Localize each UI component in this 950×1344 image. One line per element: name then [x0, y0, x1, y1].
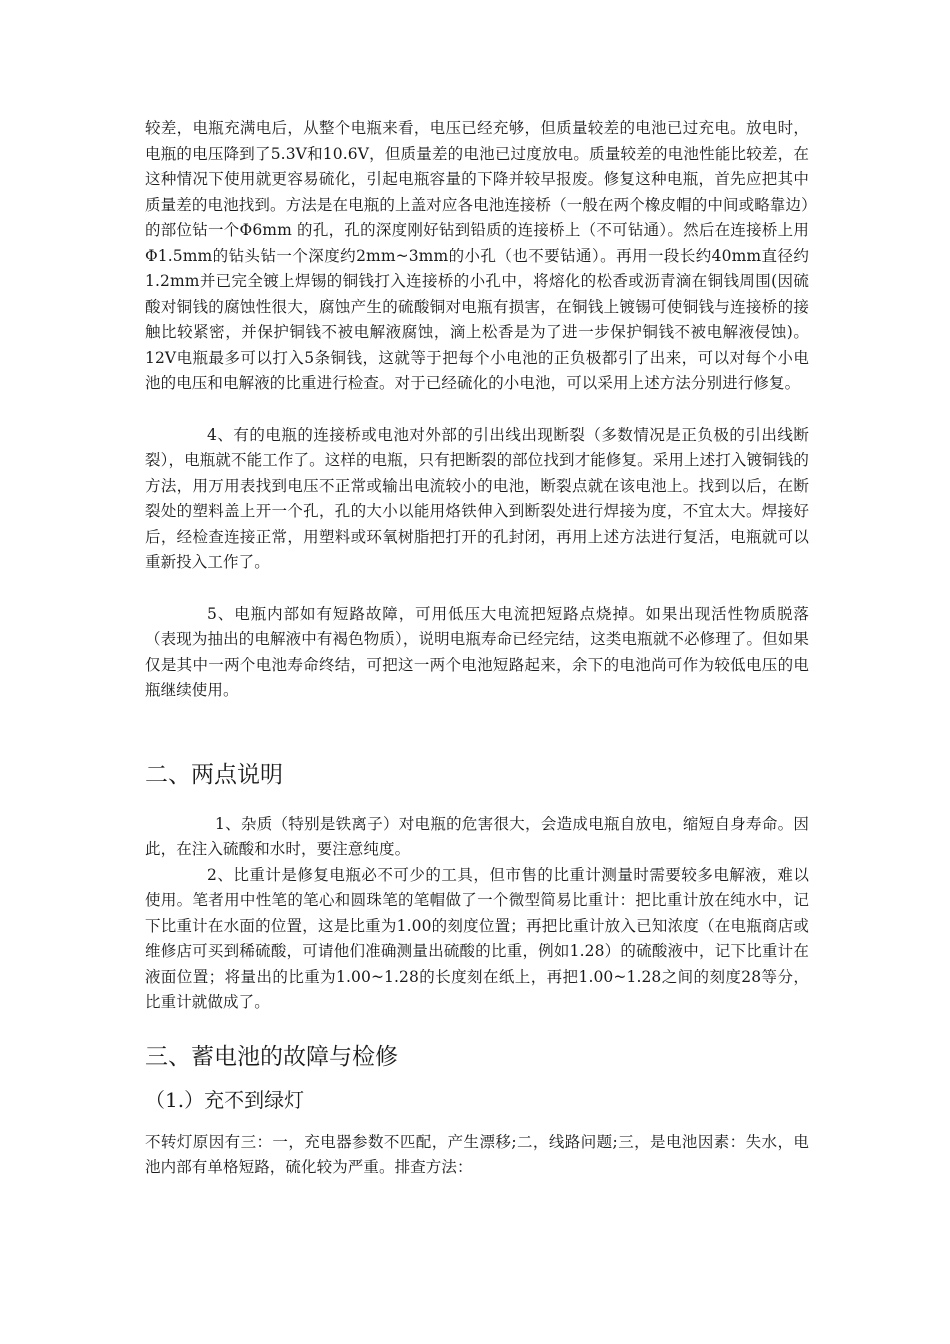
paragraph-no-green-light-causes: 不转灯原因有三：一，充电器参数不匹配，产生漂移;二，线路问题;三，是电池因素：失水，电池内部有单格短路，硫化较为严重。排查方法： [145, 1132, 809, 1176]
paragraph-item-4: 4、有的电瓶的连接桥或电池对外部的引出线出现断裂（多数情况是正负极的引出线断裂），电瓶就不能工作了。这样的电瓶，只有把断裂的部位找到才能修复。采用上述打入镀铜钱的方法，用万用表找到电压不正常或输出电流较小的电池，断裂点就在该电池上。找到以后，在断裂处的塑料盖上开一个孔，孔的大小以能用烙铁伸入到断裂处进行焊接为度，不宜太大。焊接好后，经检查连接正常，用塑料或环氧树脂把打开的孔封闭，再用上述方法进行复活，电瓶就可以重新投入工作了。 [145, 425, 809, 571]
section-gap [145, 704, 809, 760]
subheading-no-green-light: （1.）充不到绿灯 [145, 1087, 305, 1112]
paragraph-note-2: 2、比重计是修复电瓶必不可少的工具，但市售的比重计测量时需要较多电解液，难以使用。笔者用中性笔的笔心和圆珠笔的笔帽做了一个微型简易比重计：把比重计放在纯水中，记下比重计在水面的位置，这是比重为1.00的刻度位置；再把比重计放入已知浓度（在电瓶商店或维修店可买到稀硫酸，可请他们准确测量出硫酸的比重，例如1.28）的硫酸液中，记下比重计在液面位置；将量出的比重为1.00~1.28的长度刻在纸上，再把1.00~1.28之间的刻度28等分，比重计就做成了。 [145, 865, 809, 1011]
section-heading-two-points: 二、两点说明 [145, 761, 283, 788]
heading-gap [145, 790, 809, 812]
document-body [145, 116, 809, 1181]
heading-gap [145, 1114, 809, 1130]
paragraph-repair-method: 较差，电瓶充满电后，从整个电瓶来看，电压已经充够，但质量较差的电池已过充电。放电时，电瓶的电压降到了5.3V和10.6V，但质量差的电池已过度放电。质量较差的电池性能比较差，在这种情况下使用就更容易硫化，引起电瓶容量的下降并较早报废。修复这种电瓶，首先应把其中质量差的电池找到。方法是在电瓶的上盖对应各电池连接桥（一般在两个橡皮帽的中间或略靠边）的部位钻一个Φ6mm 的孔，孔的深度刚好钻到铅质的连接桥上（不可钻通）。然后在连接桥上用Φ1.5mm的钻头钻一个深度约2mm~3mm的小孔（也不要钻通）。再用一段长约40mm直径约1.2mm并已完全镀上焊锡的铜钱打入连接桥的小孔中，将熔化的松香或沥青滴在铜钱周围(因硫酸对铜钱的腐蚀性很大，腐蚀产生的硫酸铜对电瓶有损害，在铜钱上镀锡可使铜钱与连接桥的接触比较紧密，并保护铜钱不被电解液腐蚀，滴上松香是为了进一步保护铜钱不被电解液侵蚀)。12V电瓶最多可以打入5条铜钱，这就等于把每个小电池的正负极都引了出来，可以对每个小电池的电压和电解液的比重进行检查。对于已经硫化的小电池，可以采用上述方法分别进行修复。 [145, 119, 809, 392]
section-gap [145, 1016, 809, 1042]
paragraph-item-5: 5、电瓶内部如有短路故障，可用低压大电流把短路点烧掉。如果出现活性物质脱落（表现为抽出的电解液中有褐色物质），说明电瓶寿命已经完结，这类电瓶就不必修理了。但如果仅是其中一两个电池寿命终结，可把这一两个电池短路起来，余下的电池尚可作为较低电压的电瓶继续使用。 [145, 604, 809, 699]
paragraph-note-1: 1、杂质（特别是铁离子）对电瓶的危害很大，会造成电瓶自放电，缩短自身寿命。因此，在注入硫酸和水时，要注意纯度。 [145, 814, 809, 858]
section-heading-battery-faults: 三、蓄电池的故障与检修 [145, 1043, 398, 1070]
paragraph-gap [145, 576, 809, 602]
paragraph-gap [145, 397, 809, 423]
heading-gap [145, 1072, 809, 1086]
